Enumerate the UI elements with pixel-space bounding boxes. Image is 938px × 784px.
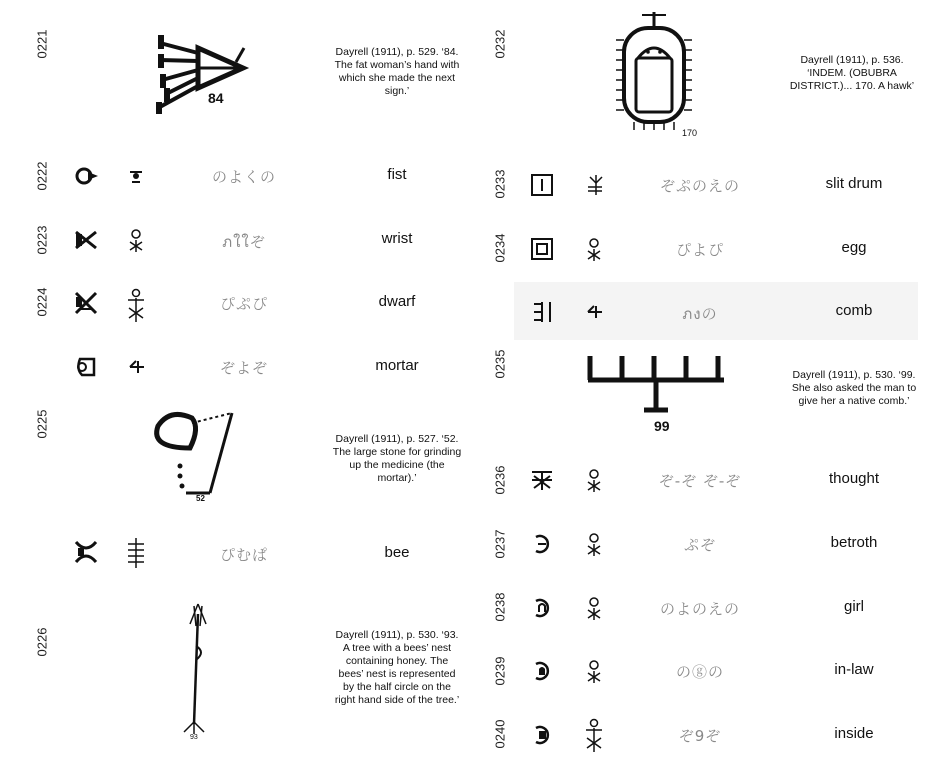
script-transcription: ภใใぞ — [222, 233, 266, 251]
gloss: in-law — [834, 661, 874, 678]
script-transcription: ぞ9ぞ — [678, 727, 722, 745]
gloss: fist — [387, 166, 407, 183]
gloss: thought — [828, 470, 880, 487]
citation-quote: Dayrell (1911), p. 527. ‘52. The large stone for grinding up the medicine (the mortar).’ — [332, 433, 462, 484]
gloss: bee — [384, 544, 410, 561]
entry-number: 0234 — [492, 233, 508, 263]
nsibidi-glyph-icon — [74, 228, 98, 252]
entry-number: 0239 — [492, 656, 508, 686]
entry-number: 0221 — [34, 29, 50, 59]
gloss: wrist — [381, 230, 413, 247]
citation-quote: Dayrell (1911), p. 530. ‘99. She also asked the man to give her a native comb.’ — [791, 369, 917, 407]
entry-number: 0236 — [492, 465, 508, 495]
script-glyph-icon — [124, 538, 148, 568]
entry-number: 0233 — [492, 169, 508, 199]
script-glyph-icon — [582, 532, 606, 556]
nsibidi-glyph-icon — [530, 300, 554, 324]
hand-plate-icon — [148, 28, 248, 123]
script-transcription: ぞぷのえの — [659, 177, 740, 195]
script-glyph-icon — [124, 228, 148, 252]
script-transcription: ぞよぞ — [219, 359, 268, 377]
script-transcription: ぞ-ぞ ぞ-ぞ — [658, 472, 742, 490]
script-transcription: ぴぷぴ — [219, 295, 268, 313]
plate-number: 52 — [196, 494, 205, 503]
gloss: slit drum — [825, 175, 883, 192]
entry-number: 0226 — [34, 627, 50, 657]
entry-number: 0232 — [492, 29, 508, 59]
entry-number: 0237 — [492, 529, 508, 559]
script-glyph-icon — [582, 237, 606, 261]
script-glyph-icon — [582, 596, 606, 620]
gloss: inside — [834, 725, 874, 742]
gloss: girl — [843, 598, 864, 615]
script-glyph-icon — [124, 164, 148, 188]
nsibidi-glyph-icon — [530, 532, 554, 556]
script-transcription: ภงの — [682, 305, 718, 323]
nsibidi-glyph-icon — [74, 164, 98, 188]
entry-number: 0225 — [34, 409, 50, 439]
citation-quote: Dayrell (1911), p. 536. ‘INDEM. (OBUBRA DISTRICT.)... 170. A hawk’ — [789, 54, 915, 92]
citation-quote: Dayrell (1911), p. 530. ‘93. A tree with a bees’ nest containing honey. The bees’ nest is represented by the half circle on the right hand side of the tree.’ — [334, 629, 460, 706]
script-transcription: のⓖの — [675, 663, 724, 681]
nsibidi-glyph-icon — [530, 173, 554, 197]
script-glyph-icon — [124, 288, 148, 322]
script-glyph-icon — [582, 300, 606, 324]
nsibidi-glyph-icon — [530, 723, 554, 747]
plate-number: 93 — [190, 734, 198, 741]
script-glyph-icon — [582, 718, 606, 752]
entry-number: 0223 — [34, 225, 50, 255]
citation-quote: Dayrell (1911), p. 529. ‘84. The fat woman’s hand with which she made the next sign.’ — [334, 46, 460, 97]
nsibidi-glyph-icon — [74, 291, 98, 315]
script-transcription: ぷぞ — [683, 536, 716, 554]
tree-plate-icon — [178, 604, 218, 744]
nsibidi-glyph-icon — [530, 596, 554, 620]
mortar-plate-icon — [150, 408, 250, 508]
script-transcription: ぴよぴ — [675, 241, 724, 259]
gloss: egg — [841, 239, 867, 256]
script-transcription: のよくの — [211, 168, 276, 186]
entry-number: 0224 — [34, 287, 50, 317]
entry-number: 0240 — [492, 719, 508, 749]
plate-number: 170 — [682, 128, 698, 138]
gloss: comb — [835, 302, 873, 319]
nsibidi-glyph-icon — [74, 355, 98, 379]
entry-number: 0222 — [34, 161, 50, 191]
gloss: dwarf — [378, 293, 416, 310]
script-glyph-icon — [124, 355, 148, 379]
entry-number: 0235 — [492, 349, 508, 379]
script-transcription: のよのえの — [659, 600, 740, 618]
script-glyph-icon — [582, 659, 606, 683]
plate-number: 99 — [654, 418, 670, 434]
script-glyph-icon — [582, 173, 606, 197]
gloss: mortar — [375, 357, 419, 374]
script-transcription: ぴむぱ — [219, 546, 268, 564]
comb-plate-icon — [584, 352, 728, 434]
hawk-plate-icon — [612, 10, 696, 143]
gloss: betroth — [830, 534, 878, 551]
plate-number: 84 — [208, 90, 224, 106]
entry-number: 0238 — [492, 592, 508, 622]
nsibidi-glyph-icon — [530, 659, 554, 683]
nsibidi-glyph-icon — [530, 237, 554, 261]
nsibidi-glyph-icon — [530, 468, 554, 492]
nsibidi-glyph-icon — [74, 540, 98, 564]
script-glyph-icon — [582, 468, 606, 492]
